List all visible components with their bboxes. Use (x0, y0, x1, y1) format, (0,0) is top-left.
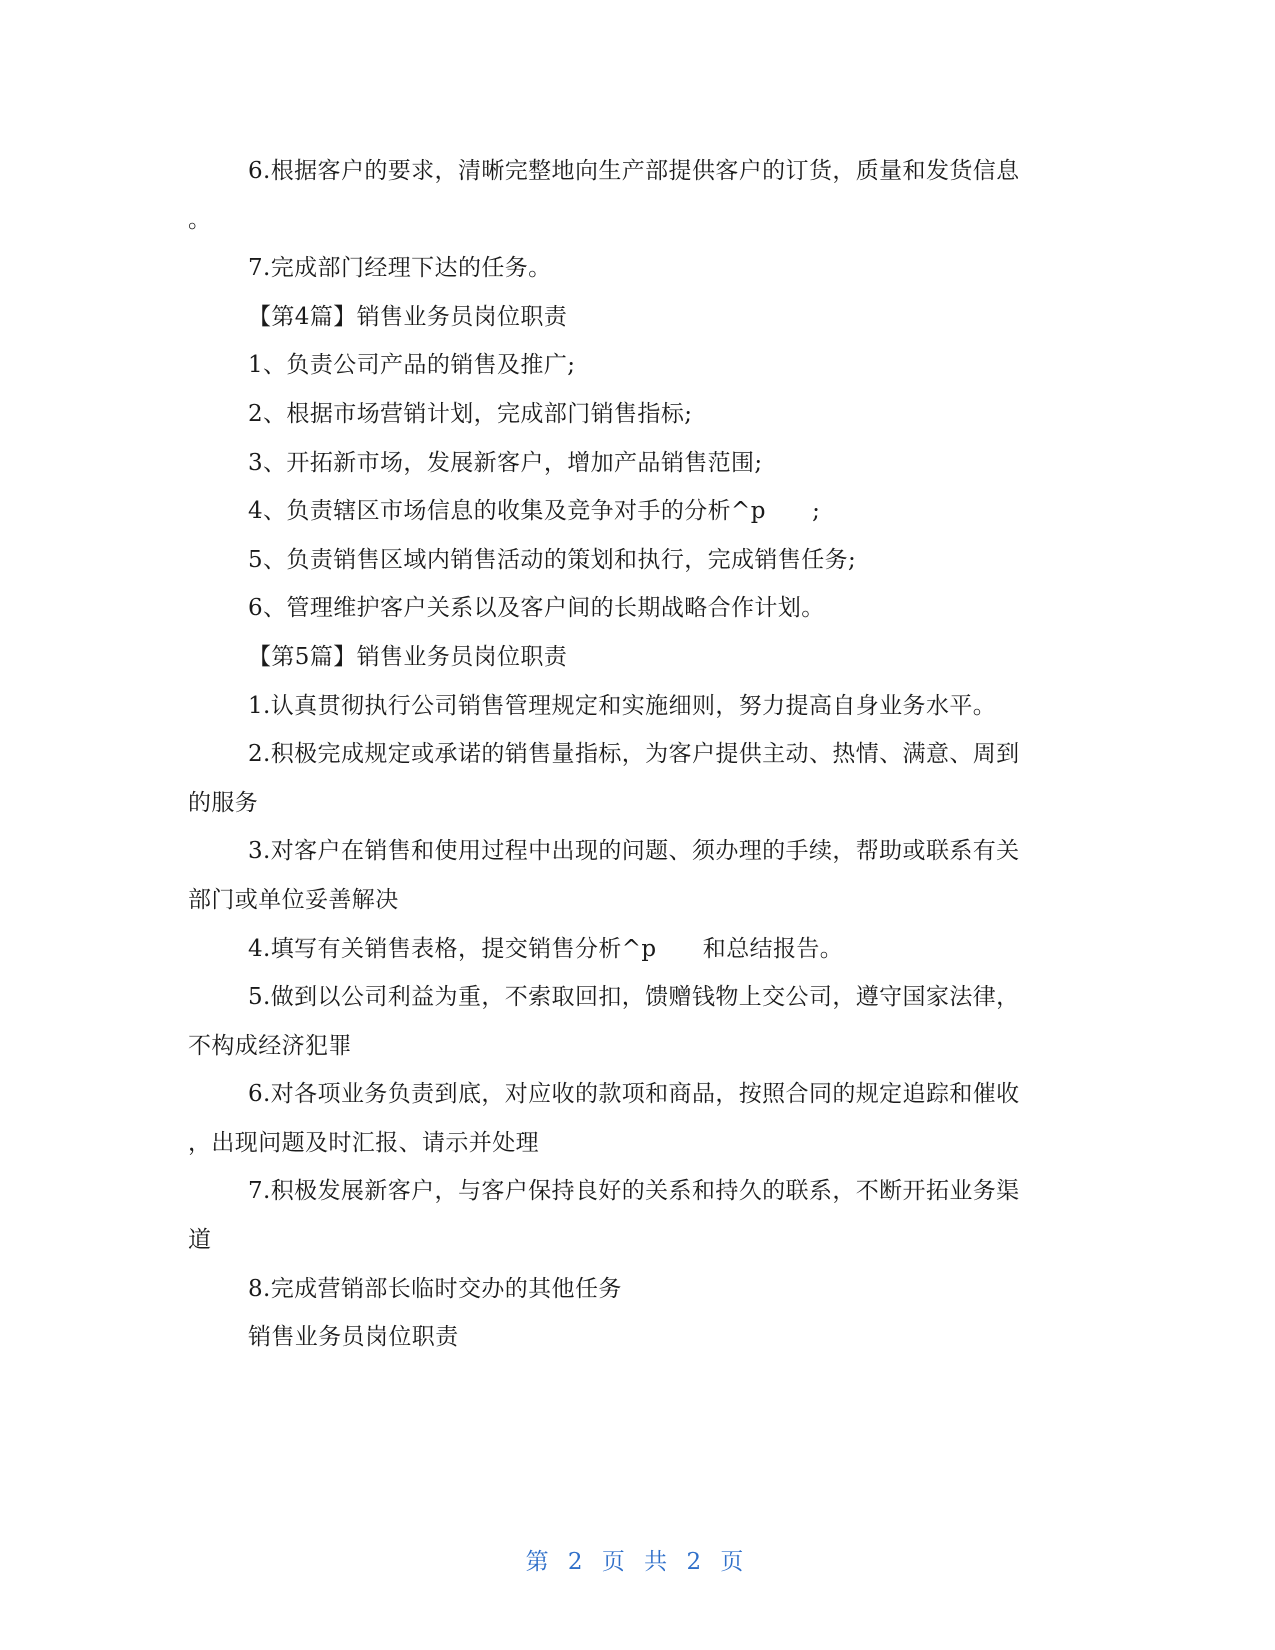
list-item: 1、负责公司产品的销售及推广; (248, 352, 576, 379)
list-item: 5、负责销售区域内销售活动的策划和执行，完成销售任务; (248, 546, 857, 573)
list-item-continuation: 部门或单位妥善解决 (188, 886, 399, 913)
section-heading: 【第4篇】销售业务员岗位职责 (248, 303, 568, 330)
list-item: 6.对各项业务负责到底，对应收的款项和商品，按照合同的规定追踪和催收 (248, 1081, 1020, 1108)
list-item: 7.积极发展新客户，与客户保持良好的关系和持久的联系，不断开拓业务渠 (248, 1178, 1020, 1205)
document-body (188, 147, 1068, 1362)
paragraph-line: 。 (188, 206, 212, 233)
list-item-continuation: ，出现问题及时汇报、请示并处理 (188, 1129, 539, 1156)
page-footer: 第 2 页 共 2 页 (525, 1549, 750, 1575)
paragraph-line: 6.根据客户的要求，清晰完整地向生产部提供客户的订货，质量和发货信息 (248, 158, 1020, 184)
section-heading: 【第5篇】销售业务员岗位职责 (248, 643, 568, 670)
list-item-continuation: 不构成经济犯罪 (188, 1032, 352, 1059)
list-item: 4、负责辖区市场信息的收集及竞争对手的分析^p ; (248, 498, 821, 525)
list-item: 6、管理维护客户关系以及客户间的长期战略合作计划。 (248, 595, 825, 622)
list-item: 1.认真贯彻执行公司销售管理规定和实施细则，努力提高自身业务水平。 (248, 692, 997, 719)
list-item-continuation: 道 (188, 1227, 212, 1254)
paragraph-line: 7.完成部门经理下达的任务。 (248, 255, 552, 282)
list-item: 2、根据市场营销计划，完成部门销售指标; (248, 400, 693, 427)
list-item: 8.完成营销部长临时交办的其他任务 (248, 1275, 622, 1302)
list-item: 5.做到以公司利益为重，不索取回扣，馈赠钱物上交公司，遵守国家法律， (248, 984, 1020, 1011)
list-item: 3、开拓新市场，发展新客户，增加产品销售范围; (248, 449, 763, 476)
list-item: 4.填写有关销售表格，提交销售分析^p 和总结报告。 (248, 935, 844, 962)
list-item: 3.对客户在销售和使用过程中出现的问题、须办理的手续，帮助或联系有关 (248, 838, 1020, 865)
paragraph-line: 销售业务员岗位职责 (248, 1324, 459, 1351)
list-item: 2.积极完成规定或承诺的销售量指标，为客户提供主动、热情、满意、周到 (248, 741, 1020, 768)
list-item-continuation: 的服务 (188, 789, 259, 816)
